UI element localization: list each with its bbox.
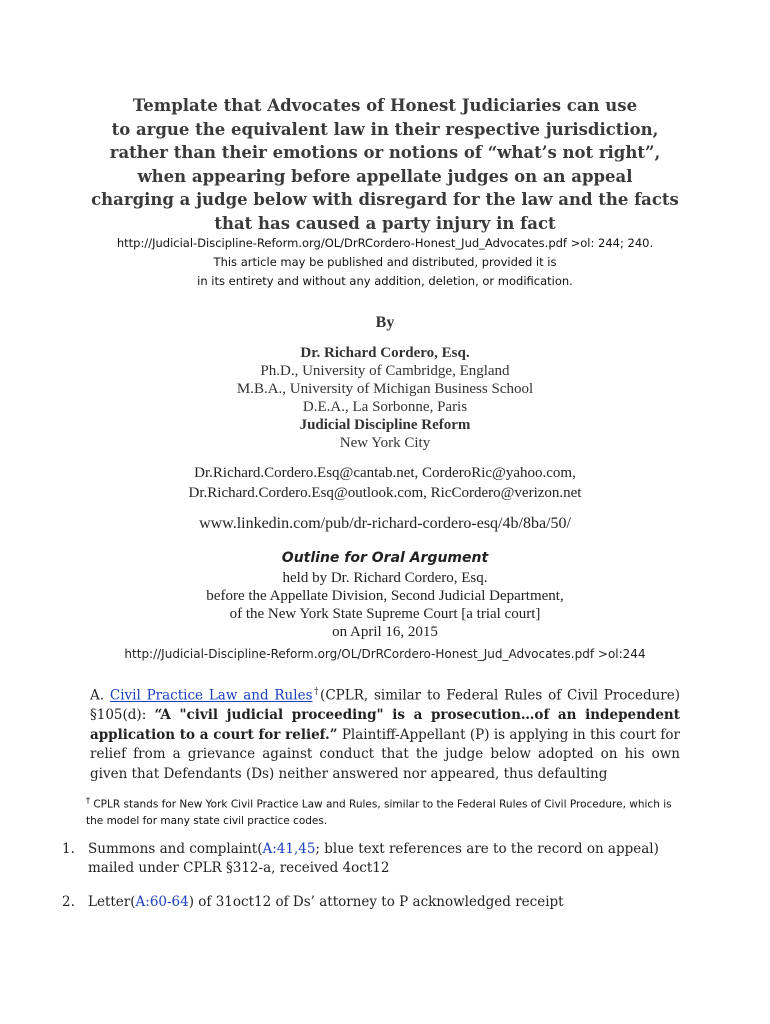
document-title [80,94,690,235]
publication-notice [60,234,710,291]
outline-line: held by Dr. Richard Cordero, Esq. [282,570,488,586]
list-text-pre: Summons and complaint( [88,841,263,857]
statute-quote: “A "civil judicial proceeding" is a prosecution…of an independent application to a court for relief.” [90,707,680,743]
paragraph-text: Plaintiff-Appellant (P) is applying in this court for relief from a grievance against conduct that the judge below adopted on his own given that Defendants (Ds) neither answered nor appeared, thus defaulting [90,726,680,782]
title-line: when appearing before appellate judges on an appeal [137,166,633,186]
title-line: charging a judge below with disregard for the law and the facts [91,190,679,209]
outline-url[interactable]: http://Judicial-Discipline-Reform.org/OL/DrRCordero-Honest_Jud_Advocates.pdf >ol:244 [124,647,646,661]
credential-dea: D.E.A., La Sorbonne, Paris [302,399,468,415]
list-text-pre: Letter( [88,894,136,910]
footnote [86,793,686,829]
title-line: Template that Advocates of Honest Judiciaries can use [132,96,638,115]
record-reference-link[interactable]: A:41,45 [262,841,316,857]
title-line: to argue the equivalent law in their respective jurisdiction, [111,119,659,139]
notice-line: in its entirety and without any addition, deletion, or modification. [197,274,573,288]
organization: Judicial Discipline Reform [299,417,471,433]
outline-line: of the New York State Supreme Court [a trial court] [229,606,541,622]
footnote-marker[interactable]: † [312,687,321,697]
list-text-post: ; blue text references are to the record on appeal) mailed under CPLR §312-a, received 4oct12 [88,841,659,876]
list-item [62,893,682,912]
title-line: rather than their emotions or notions of “what’s not right”, [109,143,661,162]
footnote-text: CPLR stands for New York Civil Practice Law and Rules, similar to the Federal Rules of Civil Procedure, which is the model for many state civil practice codes. [86,798,672,827]
paragraph-prefix: A. [90,687,110,704]
email-block [100,463,670,503]
credential-phd: Ph.D., University of Cambridge, England [260,363,510,379]
source-url[interactable]: http://Judicial-Discipline-Reform.org/OL/DrRCordero-Honest_Jud_Advocates.pdf >ol: 244; 240. [116,236,654,250]
list-number: 1. [62,841,75,857]
paragraph-text: (CPLR, similar to Federal Rules of Civil Procedure) §105(d): [90,687,681,723]
outline-line: before the Appellate Division, Second Judicial Department, [206,588,564,604]
record-reference-link[interactable]: A:60-64 [135,894,189,910]
by-label: By [375,314,395,331]
linkedin-url[interactable]: www.linkedin.com/pub/dr-richard-cordero-esq/4b/8ba/50/ [199,515,571,532]
list-text [88,893,564,912]
footnote-mark: † [86,796,90,805]
list-item [62,840,682,878]
title-line: that has caused a party injury in fact [214,213,556,233]
email-line[interactable]: Dr.Richard.Cordero.Esq@cantab.net, CorderoRic@yahoo.com, [194,465,576,481]
outline-block [100,549,670,663]
notice-line: This article may be published and distributed, provided it is [213,255,557,269]
outline-heading: Outline for Oral Argument [281,550,489,566]
numbered-list [62,840,682,927]
author-block [120,314,650,452]
paragraph-a [90,683,680,784]
list-text [88,840,682,878]
author-name: Dr. Richard Cordero, Esq. [300,345,470,361]
email-line[interactable]: Dr.Richard.Cordero.Esq@outlook.com, RicCordero@verizon.net [188,485,582,501]
city: New York City [339,435,431,451]
list-text-post: ) of 31oct12 of Ds’ attorney to P acknowledged receipt [188,894,564,910]
list-number: 2. [62,894,75,910]
outline-line: on April 16, 2015 [332,624,438,640]
credential-mba: M.B.A., University of Michigan Business School [236,381,534,397]
cplr-link[interactable]: Civil Practice Law and Rules [109,687,313,704]
